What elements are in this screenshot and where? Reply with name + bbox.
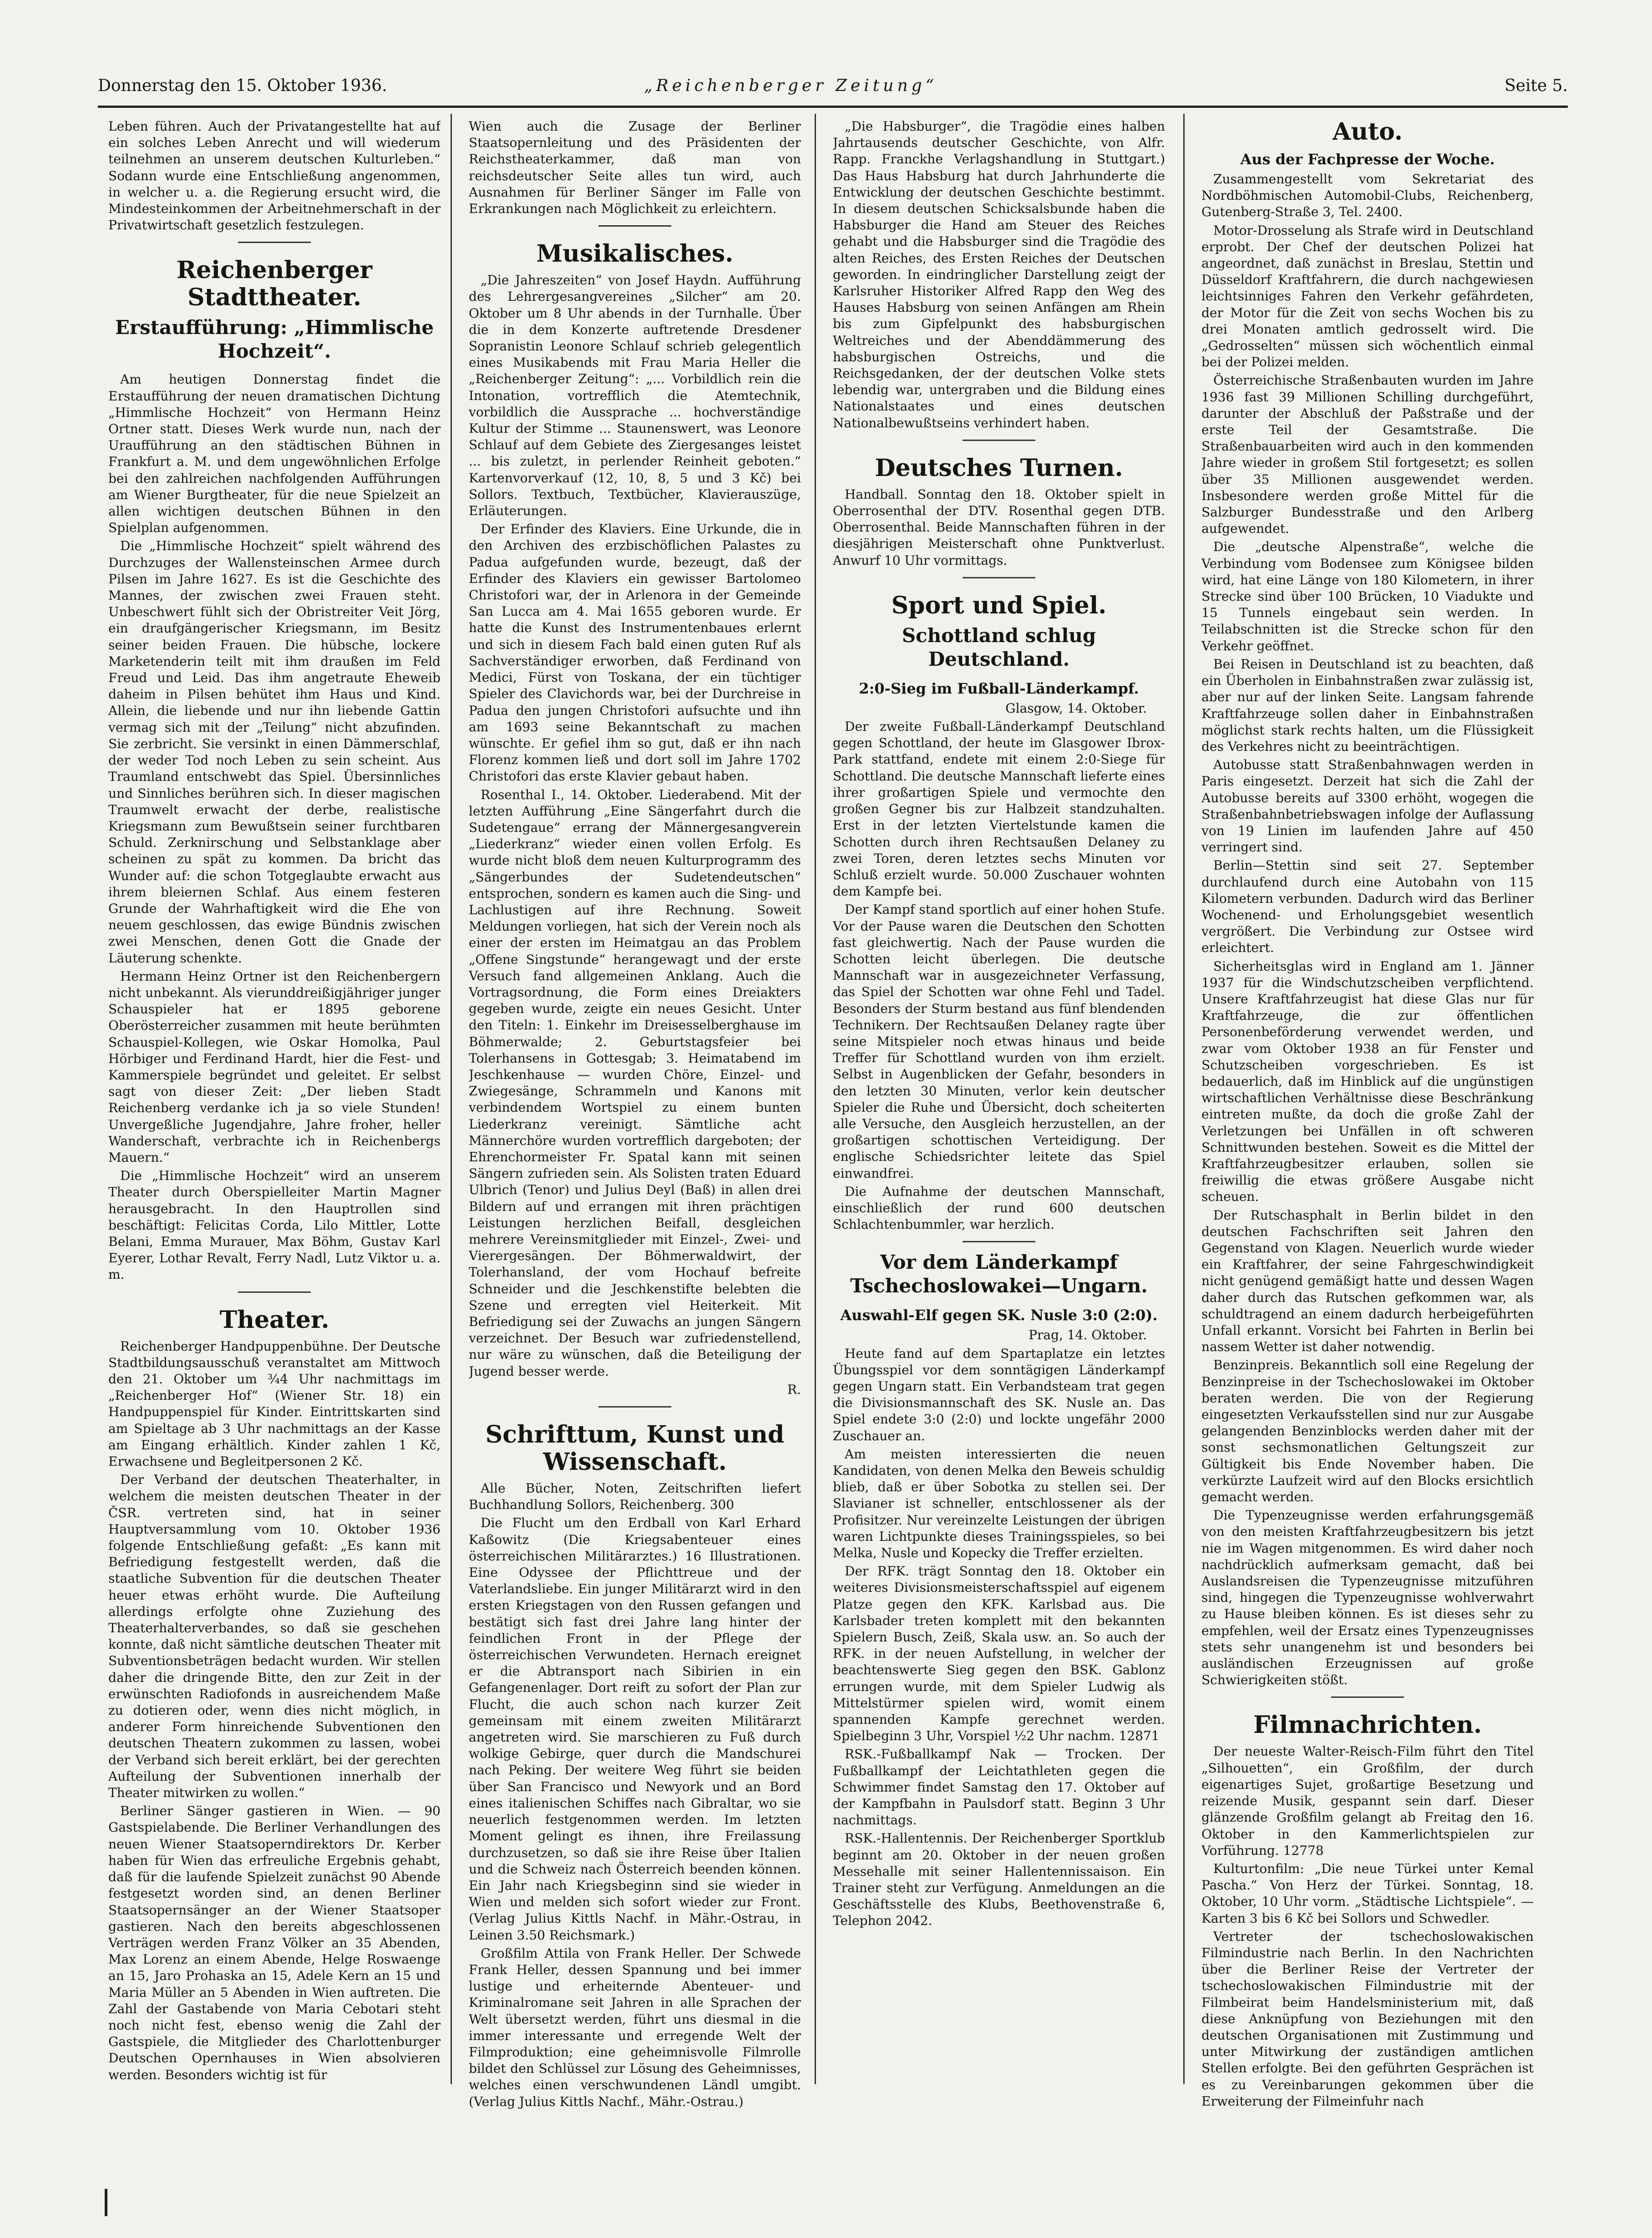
paragraph: Der Kampf stand sportlich auf einer hohen Stufe. Vor der Pause waren die Deutschen den Schotten fast gleichwertig. Nach der Pause wurden die Schotten leicht überlegen. Die deutsche Mannschaft war in ausgezeichneter Verfassung, das Spiel der Schotten war ohne Fehl und Tadel. Besonders der Sturm bestand aus fünf blendenden Technikern. Der Rechtsaußen Delaney ragte über seine Mitspieler noch etwas hinaus und beide Treffer für Schottland wurden von ihm erzielt. Selbst in Augenblicken der Gefahr, besonders in den letzten 30 Minuten, verlor kein deutscher Spieler die Ruhe und Übersicht, doch scheiterten alle Versuche, den Ausgleich herzustellen, an der großartigen schottischen Verteidigung. Der englische Schiedsrichter leitete das Spiel einwandfrei. — [833, 902, 1165, 1181]
signature: R. — [787, 1382, 801, 1397]
paragraph: Berlin—Stettin sind seit 27. September durchlaufend durch eine Autobahn von 115 Kilometern verbunden. Dadurch wird das Berliner Wochenend- und Erholungsgebiet wesentlich vergrößert. Die Verbindung zur Ostsee wird erleichtert. — [1201, 858, 1534, 956]
header-date: Donnerstag den 15. Oktober 1936. — [98, 76, 387, 95]
section-heading-auto: Auto. — [1332, 118, 1403, 146]
column-4 — [1201, 118, 1534, 2121]
paragraph: Handball. Sonntag den 18. Oktober spielt in Oberrosenthal der DTV. Rosenthal gegen DTB. Oberrosenthal. Beide Mannschaften führen in der diesjährigen Meisterschaft ohne Punktverlust. Anwurf 10 Uhr vormittags. — [833, 486, 1165, 568]
paragraph: Die Aufnahme der deutschen Mannschaft, einschließlich der rund 600 deutschen Schlachtenbummler, war herzlich. — [833, 1184, 1165, 1232]
paragraph: RSK.-Fußballkampf Nak — Trocken. Der Fußballkampf der Leichtathleten gegen die Schwimmer findet Samstag den 17. Oktober auf der Kampfbahn in Paulsdorf statt. Beginn 3 Uhr nachmittags. — [833, 1747, 1165, 1828]
paragraph: Der zweite Fußball-Länderkampf Deutschland gegen Schottland, der heute im Glasgower Ibrox-Park stattfand, endete mit einem 2:0-Siege für Schottland. Die deutsche Mannschaft lieferte eines ihrer großartigen Spiele und vermochte den großen Gegner bis zur Halbzeit standzuhalten. Erst in der letzten Viertelstunde kamen die Schotten durch ihren Rechtsaußen Delaney zu zwei Toren, deren letztes sechs Minuten vor Schluß erzielt wurde. 50.000 Zuschauer wohnten dem Kampfe bei. — [833, 719, 1165, 899]
section-heading-stadttheater: Reichenberger Stadttheater. — [176, 256, 373, 312]
section-separator — [963, 440, 1035, 441]
article-heading: Erstaufführung: „Himmlische Hochzeit“. — [115, 316, 434, 363]
dateline: Prag, 14. Oktober. — [1029, 1327, 1147, 1343]
section-heading-theater: Theater. — [219, 1306, 329, 1334]
paragraph: Kulturtonfilm: „Die neue Türkei unter Kemal Pascha.“ Von Herz der Türkei. Sonntag, 18. Oktober, 10 Uhr vorm. „Städtische Lichtspiele“. — Karten 3 bis 6 Kč bei Sollors und Schwedler. — [1201, 1861, 1534, 1926]
article-heading: Vor dem Länderkampf Tschechoslowakei—Ungarn. — [850, 1251, 1148, 1297]
paragraph: Österreichische Straßenbauten wurden im Jahre 1936 fast 39 Millionen Schilling durchgeführt, darunter der Abschluß der Paßstraße und der erste Teil der Gesamtstraße. Die Straßenbauarbeiten wird auch in den kommenden Jahre wieder in großem Stil fortgesetzt; es sollen über 35 Millionen ausgewendet werden. Insbesondere werden große Mittel für die Salzburger Bundesstraße und den Arlberg aufgewendet. — [1201, 373, 1534, 537]
paragraph: Motor-Drosselung als Strafe wird in Deutschland erprobt. Der Chef der deutschen Polizei hat angeordnet, daß zunächst in Breslau, Stettin und Düsseldorf Kraftfahrern, die durch nachgewiesen leichtsinniges Fahren den Verkehr gefährdeten, der Motor für die Zeit von sechs Wochen bis zu drei Monaten amtlich gedrosselt wird. Die „Gedrosselten“ müssen sich wöchentlich einmal bei der Polizei melden. — [1201, 223, 1534, 370]
paragraph: Bei Reisen in Deutschland ist zu beachten, daß ein Überholen in Einbahnstraßen zwar zulässig ist, aber nur auf der linken Seite. Langsam fahrende Kraftfahrzeuge sollen daher in Einbahnstraßen möglichst stark rechts halten, um die Flüssigkeit des Verkehres nicht zu beeinträchtigen. — [1201, 656, 1534, 754]
section-separator — [1331, 1696, 1404, 1698]
article-subheading: Auswahl-Elf gegen SK. Nusle 3:0 (2:0). — [840, 1306, 1158, 1324]
column-divider — [815, 114, 816, 2084]
dateline: Glasgow, 14. Oktober. — [1005, 700, 1147, 716]
section-heading-musikalisches: Musikalisches. — [536, 240, 734, 268]
paragraph: „Die Habsburger“, die Tragödie eines halben Jahrtausends deutscher Geschichte, von Alfr. Rapp. Franckhe Verlagshandlung in Stuttgart.) Das Haus Habsburg hat durch Jahrhunderte die Entwicklung der deutschen Geschichte bestimmt. In diesem deutschen Schicksalsbunde haben die Habsburger die Hand am Steuer des Reiches gehabt und die Habsburger sind die Tragödie des alten Reiches, des Ersten Reiches der Deutschen geworden. In eindringlicher Darstellung zeigt der Karlsruher Historiker Alfred Rapp den Weg des Hauses Habsburg von seinen Anfängen am Rhein bis zum Gipfelpunkt des habsburgischen Weltreiches und der Abenddämmerung des habsburgischen Ostreichs, und die Reichsgedanken, der der deutschen Volke stets lebendig war, untergraben und die Bildung eines Nationalstaates und eines deutschen Nationalbewußtseins verhindert haben. — [833, 119, 1165, 430]
section-separator — [238, 1291, 311, 1293]
column-divider — [451, 114, 452, 2084]
paragraph: Rosenthal I., 14. Oktober. Liederabend. Mit der letzten Aufführung „Eine Sängerfahrt durch die Sudetengaue“ errang der Männergesangverein „Liederkranz“ wieder einen vollen Erfolg. Es wurde nicht bloß dem neuen Kulturprogramm des „Sängerbundes der Sudetendeutschen“ entsprochen, sondern es kamen auch die Sing- und Lachlustigen auf ihre Rechnung. Soweit Meldungen vorliegen, hat sich der Verein noch als einer der ersten im Heimatgau an das Problem „Offene Singstunde“ herangewagt und der erste Versuch fand allgemeinen Anklang. Auch die Vortragsordnung, die Form eines Dreiakters gegeben wurde, zeigte ein neues Gesicht. Unter den Titeln: 1. Einkehr im Dreisesselberghause im Böhmerwalde; 2. Geburtstagsfeier bei Tolerhansens in Gottesgab; 3. Heimatabend im Jeschkenhause — wurden Chöre, Einzel- und Zwiegesänge, Schrammeln und Kanons mit verbindendem Wortspiel zu einem bunten Liederkranz vereinigt. Sämtliche acht Männerchöre wurden vortrefflich dargeboten; der Ehrenchormeister Fr. Spatal kann mit seinen Sängern zufrieden sein. Als Solisten traten Eduard Ulbrich (Tenor) und Julius Deyl (Baß) in allen drei Bildern auf und errangen mit ihren prächtigen Leistungen herzlichen Beifall, desgleichen mehrere Vereinsmitglieder mit Einzel-, Zwei- und Vierergesängen. Der Böhmerwaldwirt, der Tolerhansland, der vom Hochauf befreite Schneider und die Jeschkenstifte belebten die Szene und erregten viel Heiterkeit. Mit Befriedigung sei der Zuwachs an jungen Sängern verzeichnet. Der Besuch war zufriedenstellend, nur wäre zu wünschen, daß die Beteiligung der Jugend besser werde. — [469, 787, 801, 1379]
paragraph: Leben führen. Auch der Privatangestellte hat auf ein solches Leben Anrecht und will wiederum teilnehmen an unserem deutschen Kulturleben.“ Sodann wurde eine Entschließung angenommen, in welcher u. a. die Regierung ersucht wird, die Mindesteinkommen der Arbeitnehmerschaft in der Privatwirtschaft gesetzlich festzulegen. — [108, 119, 441, 233]
section-separator — [598, 1406, 671, 1408]
section-separator — [238, 242, 311, 243]
page-header — [98, 76, 1568, 104]
column-1 — [108, 118, 441, 2121]
section-separator — [963, 577, 1035, 578]
paragraph: Die „deutsche Alpenstraße“, welche die Verbindung vom Bodensee zum Königsee bilden wird, hat eine Länge von 180 Kilometern, in ihrer Strecke sind über 100 Brücken, 10 Viadukte und 15 Tunnels eingebaut sein werden. In Teilabschnitten ist die Strecke schon für den Verkehr geöffnet. — [1201, 539, 1534, 653]
article-heading: Schottland schlug Deutschland. — [902, 624, 1096, 670]
paragraph: Autobusse statt Straßenbahnwagen werden in Paris eingesetzt. Derzeit hat sich die Zahl der Autobusse bereits auf 3300 erhöht, wogegen die Straßenbahnbetriebswagen infolge der Auflassung von 19 Linien im laufenden Jahre auf 450 verringert sind. — [1201, 757, 1534, 855]
paragraph: Die Typenzeugnisse werden erfahrungsgemäß von den meisten Kraftfahrzeugbesitzern bis jetzt nie im Wagen mitgenommen. Es wird daher noch nachdrücklich aufmerksam gemacht, daß bei Auslandsreisen die Typenzeugnisse mitzuführen sind, hingegen die Typenzeugnisse wohlverwahrt zu Hause bleiben können. Es ist dieses sehr zu empfehlen, weil der Ersatz eines Typenzeugnisses stets sehr unangenehm ist und besonders bei ausländischen Erzeugnissen auf große Schwierigkeiten stößt. — [1201, 1508, 1534, 1688]
paragraph: Der RFK. trägt Sonntag den 18. Oktober ein weiteres Divisionsmeisterschaftsspiel auf eigenem Platze gegen den KFK. Karlsbad aus. Die Karlsbader treten komplett mit den bekannten Spielern Busch, Zeiß, Skala usw. an. So auch der RFK. in der neuen Aufstellung, in welcher der beachtenswerte Sieg gegen den BSK. Gablonz errungen wurde, mit dem Spieler Ludwig als Mittelstürmer spielen wird, womit einem spannenden Kampfe gerechnet werden. Spielbeginn 3 Uhr, Vorspiel ½2 Uhr nachm. 12871 — [833, 1564, 1165, 1744]
paragraph: Großfilm Attila von Frank Heller. Der Schwede Frank Heller, dessen Spannung und bei immer lustige und erheiternde Abenteuer- und Kriminalromane seit Jahren in alle Sprachen der Welt übersetzt werden, führt uns diesmal in die immer interessante und erregende Welt der Filmproduktion; eine geheimnisvolle Filmrolle bildet den Schlüssel zur Lösung des Geheimnisses, welches einen verschwundenen Ländl umgibt. (Verlag Julius Kittls Nachf., Mähr.-Ostrau.) — [469, 1945, 801, 2109]
section-separator — [598, 225, 671, 227]
margin-mark — [105, 2189, 107, 2216]
paragraph: Sicherheitsglas wird in England am 1. Jänner 1937 für die Windschutzscheiben verpflichtend. Unsere Kraftfahrzeugist hat diese Glas nur für Kraftfahrzeuge, die zur öffentlichen Personenbeförderung verwendet werden, und zwar vom Oktober 1938 an für Fenster und Schutzscheiben vorgeschrieben. Es ist bedauerlich, daß im Hinblick auf die ungünstigen wirtschaftlichen Verhältnisse diese Beschränkung eintreten mußte, da doch die große Zahl der Verletzungen bei Unfällen in oft schweren Schnittwunden bestehen. Soweit es die Mittel der Kraftfahrzeugbesitzer erlauben, sollen sie freiwillig die etwas größere Ausgabe nicht scheuen. — [1201, 958, 1534, 1205]
paragraph: Hermann Heinz Ortner ist den Reichenbergern nicht unbekannt. Als vierunddreißigjähriger junger Schauspieler hat er 1895 geborene Oberösterreicher zusammen mit heute berühmten Schauspiel-Kollegen, wie Oskar Homolka, Paul Hörbiger und Ferdinand Hardt, hier die Fest- und Kammerspiele begründet und geleitet. Er selbst sagt von dieser Zeit: „Der lieben Stadt Reichenberg verdanke ich ja so viele Stunden! Unvergeßliche Jugendjahre, Jahre froher, heller Wanderschaft, verbrachte ich in Reichenbergs Mauern.“ — [108, 968, 441, 1165]
paragraph: Der neueste Walter-Reisch-Film führt den Titel „Silhouetten“, ein Großfilm, der durch eigenartiges Sujet, großartige Besetzung und reizende Musik, gespannt sein darf. Dieser glänzende Großfilm gelangt ab Freitag den 16. Oktober in den Kammerlichtspielen zur Vorführung. 12778 — [1201, 1744, 1534, 1858]
paragraph: Am heutigen Donnerstag findet die Erstaufführung der neuen dramatischen Dichtung „Himmlische Hochzeit“ von Hermann Heinz Ortner statt. Dieses Werk wurde nun, nach der Uraufführung an den städtischen Bühnen in Frankfurt a. M. und dem ungewöhnlichen Erfolge bei den zahlreichen nachfolgenden Aufführungen am Wiener Burgtheater, für die neue Spielzeit an allen wichtigen deutschen Bühnen in den Spielplan aufgenommen. — [108, 372, 441, 536]
paragraph: RSK.-Hallentennis. Der Reichenberger Sportklub beginnt am 20. Oktober in der neuen großen Messehalle mit seiner Hallentennissaison. Ein Trainer steht zur Verfügung. Anmeldungen an die Geschäftsstelle des Klubs, Beethovenstraße 6, Telephon 2042. — [833, 1831, 1165, 1929]
credit-line: Zusammengestellt vom Sekretariat des Nordböhmischen Automobil-Clubs, Reichenberg, Gutenberg-Straße 3, Tel. 2400. — [1201, 172, 1534, 220]
paragraph: Der Erfinder des Klaviers. Eine Urkunde, die in den Archiven des erzbischöflichen Palastes zu Padua aufgefunden wurde, bezeugt, daß der Erfinder des Klaviers ein gewisser Bartolomeo Christofori war, der in Arlenora in der Gemeinde San Lucca am 4. Mai 1655 geboren wurde. Er hatte die Kunst des Instrumentenbaues erlernt und sich in diesem Fach bald einen guten Ruf als Sachverständiger erworben, daß Ferdinand von Medici, Fürst von Toskana, der ein tüchtiger Spieler des Clavichords war, bei der Durchreise in Padua den jungen Christofori aufsuchte und ihn am 1693 seine Bekanntschaft zu machen wünschte. Er gefiel ihm so gut, daß er ihn nach Florenz kommen ließ und dort soll im Jahre 1702 Christofori das erste Klavier gebaut haben. — [469, 522, 801, 784]
section-heading-schrifttum: Schrifttum, Kunst und Wissenschaft. — [485, 1421, 785, 1476]
column-3 — [833, 118, 1165, 2121]
paragraph: Benzinpreis. Bekanntlich soll eine Regelung der Benzinpreise in der Tschechoslowakei im Oktober beraten werden. Die von der Regierung eingesetzten Verkaufsstellen sind nur zur Ausgabe gelangenden Benzinblocks werden daher mit der sonst sechsmonatlichen Geltungszeit zur Gültigkeit bis Ende November haben. Die verkürzte Laufzeit wird auf den Blocks ersichtlich gemacht werden. — [1201, 1357, 1534, 1505]
header-page-number: Seite 5. — [1504, 76, 1568, 95]
paragraph: Der Verband der deutschen Theaterhalter, in welchem die meisten deutschen Theater in der ČSR. vertreten sind, hat in seiner Hauptversammlung vom 10. Oktober 1936 folgende Entschließung gefaßt: „Es kann mit Befriedigung festgestellt werden, daß die staatliche Subvention für die deutschen Theater heuer etwas erhöht wurde. Die Aufteilung allerdings erfolgte ohne Zuziehung des Theaterhalterverbandes, so daß sie geschehen konnte, daß nicht sämtliche deutschen Theater mit Subventionsbeträgen bedacht wurden. Wir stellen daher die dringende Bitte, den zur Zeit in der erwünschten Radiofonds in ausreichendem Maße zu dotieren oder, wenn dies nicht möglich, in anderer Form hinreichende Subventionen den deutschen Theatern zukommen zu lassen, wobei der Verband sich bereit erklärt, bei der gerechten Aufteilung der Subventionen innerhalb der Theater mitwirken zu wollen.“ — [108, 1472, 441, 1801]
column-divider — [1183, 114, 1185, 2084]
article-subheading: 2:0-Sieg im Fußball-Länderkampf. — [859, 679, 1139, 697]
paragraph: Berliner Sänger gastieren in Wien. — 90 Gastspielabende. Die Berliner Verhandlungen des neuen Wiener Staatsoperndirektors Dr. Kerber haben für Wien das erfreuliche Ergebnis gehabt, daß für die laufende Spielzeit zunächst 90 Abende festgesetzt worden sind, an denen Berliner Staatsopernsänger an der Wiener Staatsoper gastieren. Nach den bereits abgeschlossenen Verträgen werden Franz Völker an 35 Abenden, Max Lorenz an einem Abende, Helge Roswaenge an 15, Jaro Prohaska an 15, Adele Kern an 15 und Maria Müller an 5 Abenden in Wien auftreten. Die Zahl der Gastabende von Maria Cebotari steht noch nicht fest, ebenso wenig die Zahl der Gastspiele, die Mitglieder des Charlottenburger Deutschen Opernhauses in Wien absolvieren werden. Besonders wichtig ist für — [108, 1803, 441, 2082]
paragraph: Die „Himmlische Hochzeit“ wird an unserem Theater durch Oberspielleiter Martin Magner herausgebracht. In den Hauptrollen sind beschäftigt: Felicitas Corda, Lilo Mittler, Lotte Belani, Emma Murauer, Max Böhm, Gustav Karl Eyerer, Lothar Revalt, Ferry Nadl, Lutz Viktor u. a. m. — [108, 1168, 441, 1282]
section-heading-film: Filmnachrichten. — [1253, 1711, 1482, 1739]
paragraph: „Die Jahreszeiten“ von Josef Haydn. Aufführung des Lehrergesangvereines „Silcher“ am 20. Oktober um 8 Uhr abends in der Turnhalle. Über die in dem Konzerte auftretende Dresdener Sopranistin Leonore Schlauf schrieb gelegentlich eines Musikabends mit Frau Maria Heller die „Reichenberger Zeitung“: „... Vorbildlich rein die Intonation, vortrefflich die Atemtechnik, vorbildlich die Aussprache ... hochverständige Kultur der Stimme ... Staunenswert, was Leonore Schlauf auf dem Gebiete des Ziergesanges leistet ... bis zuletzt, in perlender Reinheit geboten.“ Kartenvorverkauf (12, 10, 8, 5 und 3 Kč) bei Sollors. Textbuch, Textbücher, Klavierauszüge, Erläuterungen. — [469, 273, 801, 519]
header-paper-name: „Reichenberger Zeitung“ — [644, 76, 938, 95]
paragraph: Der Rutschasphalt in Berlin bildet in den deutschen Fachschriften seit Jahren den Gegenstand von Klagen. Neuerlich wurde wieder ein Kraftfahrer, der seine Fahrgeschwindigkeit nicht genügend gemäßigt hatte und dessen Wagen daher durch das Rutschen gefkommen war, als schuldtragend an einem dadurch herbeigeführten Unfall erkannt. Vorsicht bei Fahrten in Berlin bei nassem Wetter ist daher notwendig. — [1201, 1207, 1534, 1355]
paragraph: Alle Bücher, Noten, Zeitschriften liefert Buchhandlung Sollors, Reichenberg. 300 — [469, 1481, 801, 1513]
column-2 — [469, 118, 801, 2121]
header-rule — [98, 106, 1568, 108]
paragraph: Reichenberger Handpuppenbühne. Der Deutsche Stadtbildungsausschuß veranstaltet am Mittwoch den 21. Oktober um ¾4 Uhr nachmittags im „Reichenberger Hof“ (Wiener Str. 18) ein Handpuppenspiel für Kinder. Eintrittskarten sind am Spieltage ab 3 Uhr nachmittags an der Kasse am Eingang erhältlich. Kinder zahlen 1 Kč, Erwachsene und Begleitpersonen 2 Kč. — [108, 1338, 441, 1469]
paragraph: Wien auch die Zusage der Berliner Staatsopernleitung und des Präsidenten der Reichstheaterkammer, daß man von reichsdeutscher Seite alles tun wird, auch Ausnahmen für Berliner Sänger im Falle von Erkrankungen nach Möglichkeit zu erleichtern. — [469, 119, 801, 217]
paragraph: Vertreter der tschechoslowakischen Filmindustrie nach Berlin. In den Nachrichten über die Berliner Reise der Vertreter der tschechoslowakischen Filmindustrie mit der Filmbeirat beim Handelsministerium mit, daß diese Anknüpfung von Beziehungen mit den deutschen Organisationen mit Zustimmung und unter Mitwirkung der zuständigen amtlichen Stellen erfolgte. Bei den geführten Gesprächen ist es zu Vereinbarungen gekommen über die Erweiterung der Filmeinfuhr nach — [1201, 1929, 1534, 2109]
paragraph: Heute fand auf dem Spartaplatze ein letztes Übungsspiel vor dem sonntägigen Länderkampf gegen Ungarn statt. Ein Verbandsteam trat gegen die Divisionsmannschaft des SK. Nusle an. Das Spiel endete 3:0 (2:0) und lockte ungefähr 2000 Zuschauer an. — [833, 1346, 1165, 1443]
section-separator — [963, 1241, 1035, 1242]
section-heading-sport: Sport und Spiel. — [891, 591, 1107, 619]
paragraph: Die „Himmlische Hochzeit“ spielt während des Durchzuges der Wallensteinschen Armee durch Pilsen im Jahre 1627. Es ist die Geschichte des Mannes, der zwischen zwei Frauen steht. Unbeschwert fühlt sich der Obristreiter Veit Jörg, ein draufgängerischer Kriegsmann, im Besitz seiner beiden Frauen. Die hübsche, lockere Marketenderin teilt mit ihm draußen im Feld Freud und Leid. Das ihm angetraute Eheweib daheim in Pilsen behütet ihm Haus und Kind. Allein, die liebende und nur ihn liebende Gattin vermag sich mit der „Teilung“ nicht abzufinden. Sie zerbricht. Sie versinkt in einen Dämmerschlaf, der weder Tod noch Leben zu sein scheint. Aus Traumland entschwebt das Spiel. Übersinnliches und Sinnliches berühren sich. In dieser magischen Traumwelt erwacht der derbe, realistische Kriegsmann zum Bewußtsein seiner furchtbaren Schuld. Zerknirschung und Selbstanklage aber scheinen zu spät zu kommen. Da bricht das Wunder auf: die schon Totgeglaubte erwacht aus ihrem bleiernen Schlaf. Aus einem festeren Grunde der Wahrhaftigkeit wird die Ehe von neuem geschlossen, das ewige Bündnis zwischen zwei Menschen, denen Gott die Gnade der Läuterung schenkte. — [108, 538, 441, 966]
section-heading-turnen: Deutsches Turnen. — [875, 454, 1123, 482]
paragraph: Am meisten interessierten die neuen Kandidaten, von denen Melka den Beweis schuldig blieb, daß er über Sobotka zu stellen sei. Der Slavianer ist schneller, entschlossener als der Profisitzer. Nur vereinzelte Leistungen der übrigen waren Lichtpunkte dieses Trainingsspieles, so bei Melka, Nusle und Kopecky die Treffer erzielten. — [833, 1446, 1165, 1561]
article-subheading: Aus der Fachpresse der Woche. — [1240, 151, 1495, 168]
paragraph: Die Flucht um den Erdball von Karl Erhard Kaßowitz (Die Kriegsabenteuer eines österreichischen Militärarztes.) 16 Illustrationen. Eine Odyssee der Pflichttreue und der Vaterlandsliebe. Ein junger Militärarzt wird in den ersten Kriegstagen von den Russen gefangen und bestätigt sich fast drei Jahre lang hinter der feindlichen Front in der Pflege der österreichischen Verwundeten. Hernach ereignet er die Abtransport nach Sibirien in ein Gefangenenlager. Dort reift zu sofort der Plan zur Flucht, die auch schon nach kurzer Zeit gemeinsam mit einem zweiten Militärarzt angetreten wird. Sie marschieren zu Fuß durch wolkige Gebirge, quer durch die Mandschurei nach Peking. Der weitere Weg führt sie beiden über San Francisco und Newyork und an Bord eines italienischen Schiffes nach Gibraltar, wo sie neuerlich festgenommen werden. Im letzten Moment gelingt es ihnen, ihre Freilassung durchzusetzen, so daß sie ihre Reise über Italien und die Schweiz nach Österreich beenden können. Ein Jahr nach Kriegsbeginn sind sie wieder in Wien und melden sich sofort wieder zur Front. (Verlag Julius Kittls Nachf. in Mähr.-Ostrau, in Leinen 3.50 Reichsmark.) — [469, 1515, 801, 1943]
